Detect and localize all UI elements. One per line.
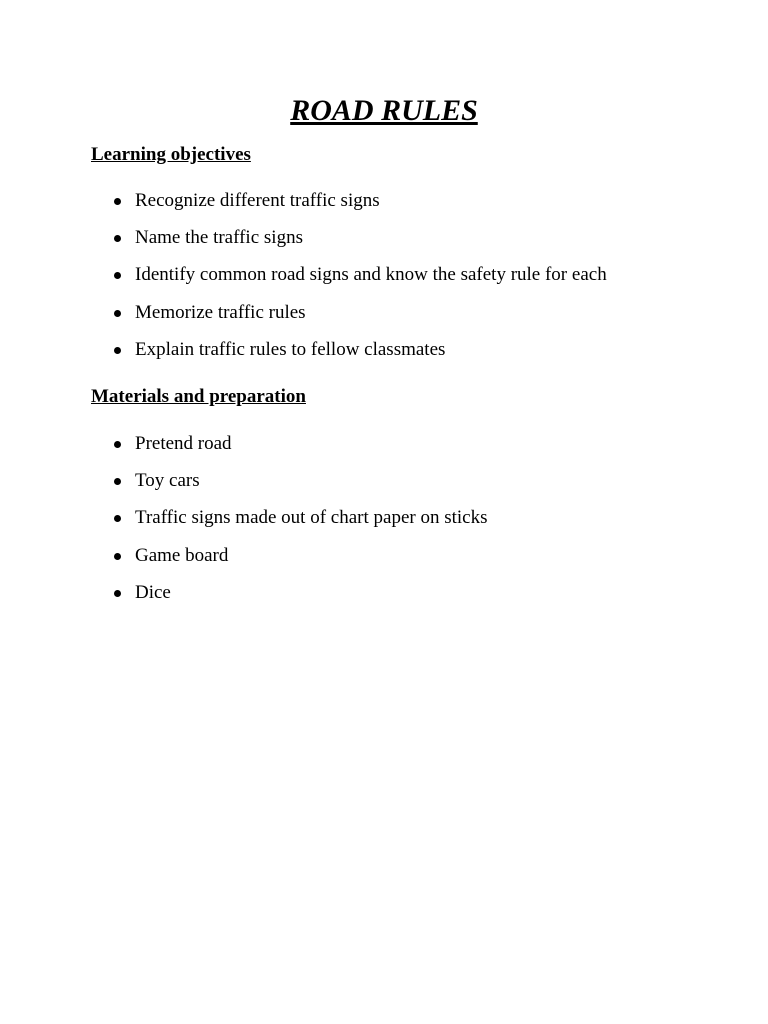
list-item-text: Toy cars (135, 470, 200, 492)
bullet-icon (114, 441, 121, 448)
bullet-icon (114, 310, 121, 317)
section-heading-learning-objectives: Learning objectives (91, 144, 251, 165)
document-title: ROAD RULES (290, 94, 478, 127)
list-item-text: Name the traffic signs (135, 227, 303, 249)
list-item-text: Explain traffic rules to fellow classmates (135, 338, 446, 360)
list-item-text: Game board (135, 544, 229, 566)
bullet-icon (114, 478, 121, 485)
list-item-text: Traffic signs made out of chart paper on sticks (135, 507, 488, 529)
bullet-icon (114, 590, 121, 597)
bullet-icon (114, 272, 121, 279)
list-item-text: Identify common road signs and know the safety rule for each (135, 264, 607, 286)
list-item-text: Pretend road (135, 433, 232, 454)
list-item-text: Dice (135, 581, 171, 603)
bullet-icon (114, 515, 121, 522)
bullet-icon (114, 553, 121, 560)
bullet-icon (114, 198, 121, 205)
list-item-text: Memorize traffic rules (135, 301, 306, 323)
bullet-icon (114, 235, 121, 242)
bullet-icon (114, 347, 121, 354)
list-item-text: Recognize different traffic signs (135, 190, 380, 211)
section-heading-materials-and-preparation: Materials and preparation (91, 386, 306, 407)
